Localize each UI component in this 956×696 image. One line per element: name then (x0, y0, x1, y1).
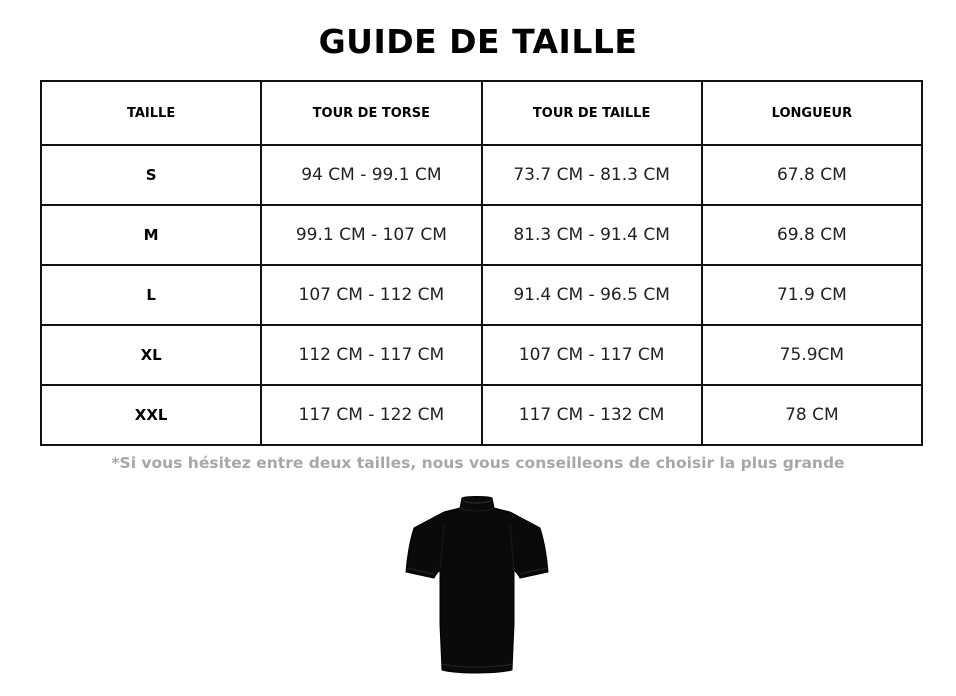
chest-cell: 99.1 CM - 107 CM (261, 205, 481, 265)
chest-cell: 94 CM - 99.1 CM (261, 145, 481, 205)
table-header-row (41, 81, 922, 145)
waist-cell: 73.7 CM - 81.3 CM (482, 145, 702, 205)
column-header-length: LONGUEUR (702, 81, 922, 145)
size-advice-note: *Si vous hésitez entre deux tailles, nous vous conseilleons de choisir la plus grande (111, 454, 845, 472)
size-table (40, 80, 923, 446)
size-cell: XL (41, 325, 261, 385)
length-cell: 69.8 CM (702, 205, 922, 265)
size-cell: L (41, 265, 261, 325)
size-cell: XXL (41, 385, 261, 445)
waist-cell: 91.4 CM - 96.5 CM (482, 265, 702, 325)
table-row (41, 325, 922, 385)
table-row (41, 205, 922, 265)
waist-cell: 117 CM - 132 CM (482, 385, 702, 445)
size-cell: S (41, 145, 261, 205)
waist-cell: 107 CM - 117 CM (482, 325, 702, 385)
table-row (41, 265, 922, 325)
length-cell: 71.9 CM (702, 265, 922, 325)
chest-cell: 107 CM - 112 CM (261, 265, 481, 325)
turtleneck-tshirt-icon (404, 494, 550, 676)
page-title: GUIDE DE TAILLE (318, 22, 638, 61)
table-row (41, 385, 922, 445)
column-header-waist: TOUR DE TAILLE (482, 81, 702, 145)
length-cell: 67.8 CM (702, 145, 922, 205)
column-header-size: TAILLE (41, 81, 261, 145)
column-header-chest: TOUR DE TORSE (261, 81, 481, 145)
size-cell: M (41, 205, 261, 265)
length-cell: 75.9CM (702, 325, 922, 385)
length-cell: 78 CM (702, 385, 922, 445)
table-row (41, 145, 922, 205)
waist-cell: 81.3 CM - 91.4 CM (482, 205, 702, 265)
chest-cell: 117 CM - 122 CM (261, 385, 481, 445)
chest-cell: 112 CM - 117 CM (261, 325, 481, 385)
